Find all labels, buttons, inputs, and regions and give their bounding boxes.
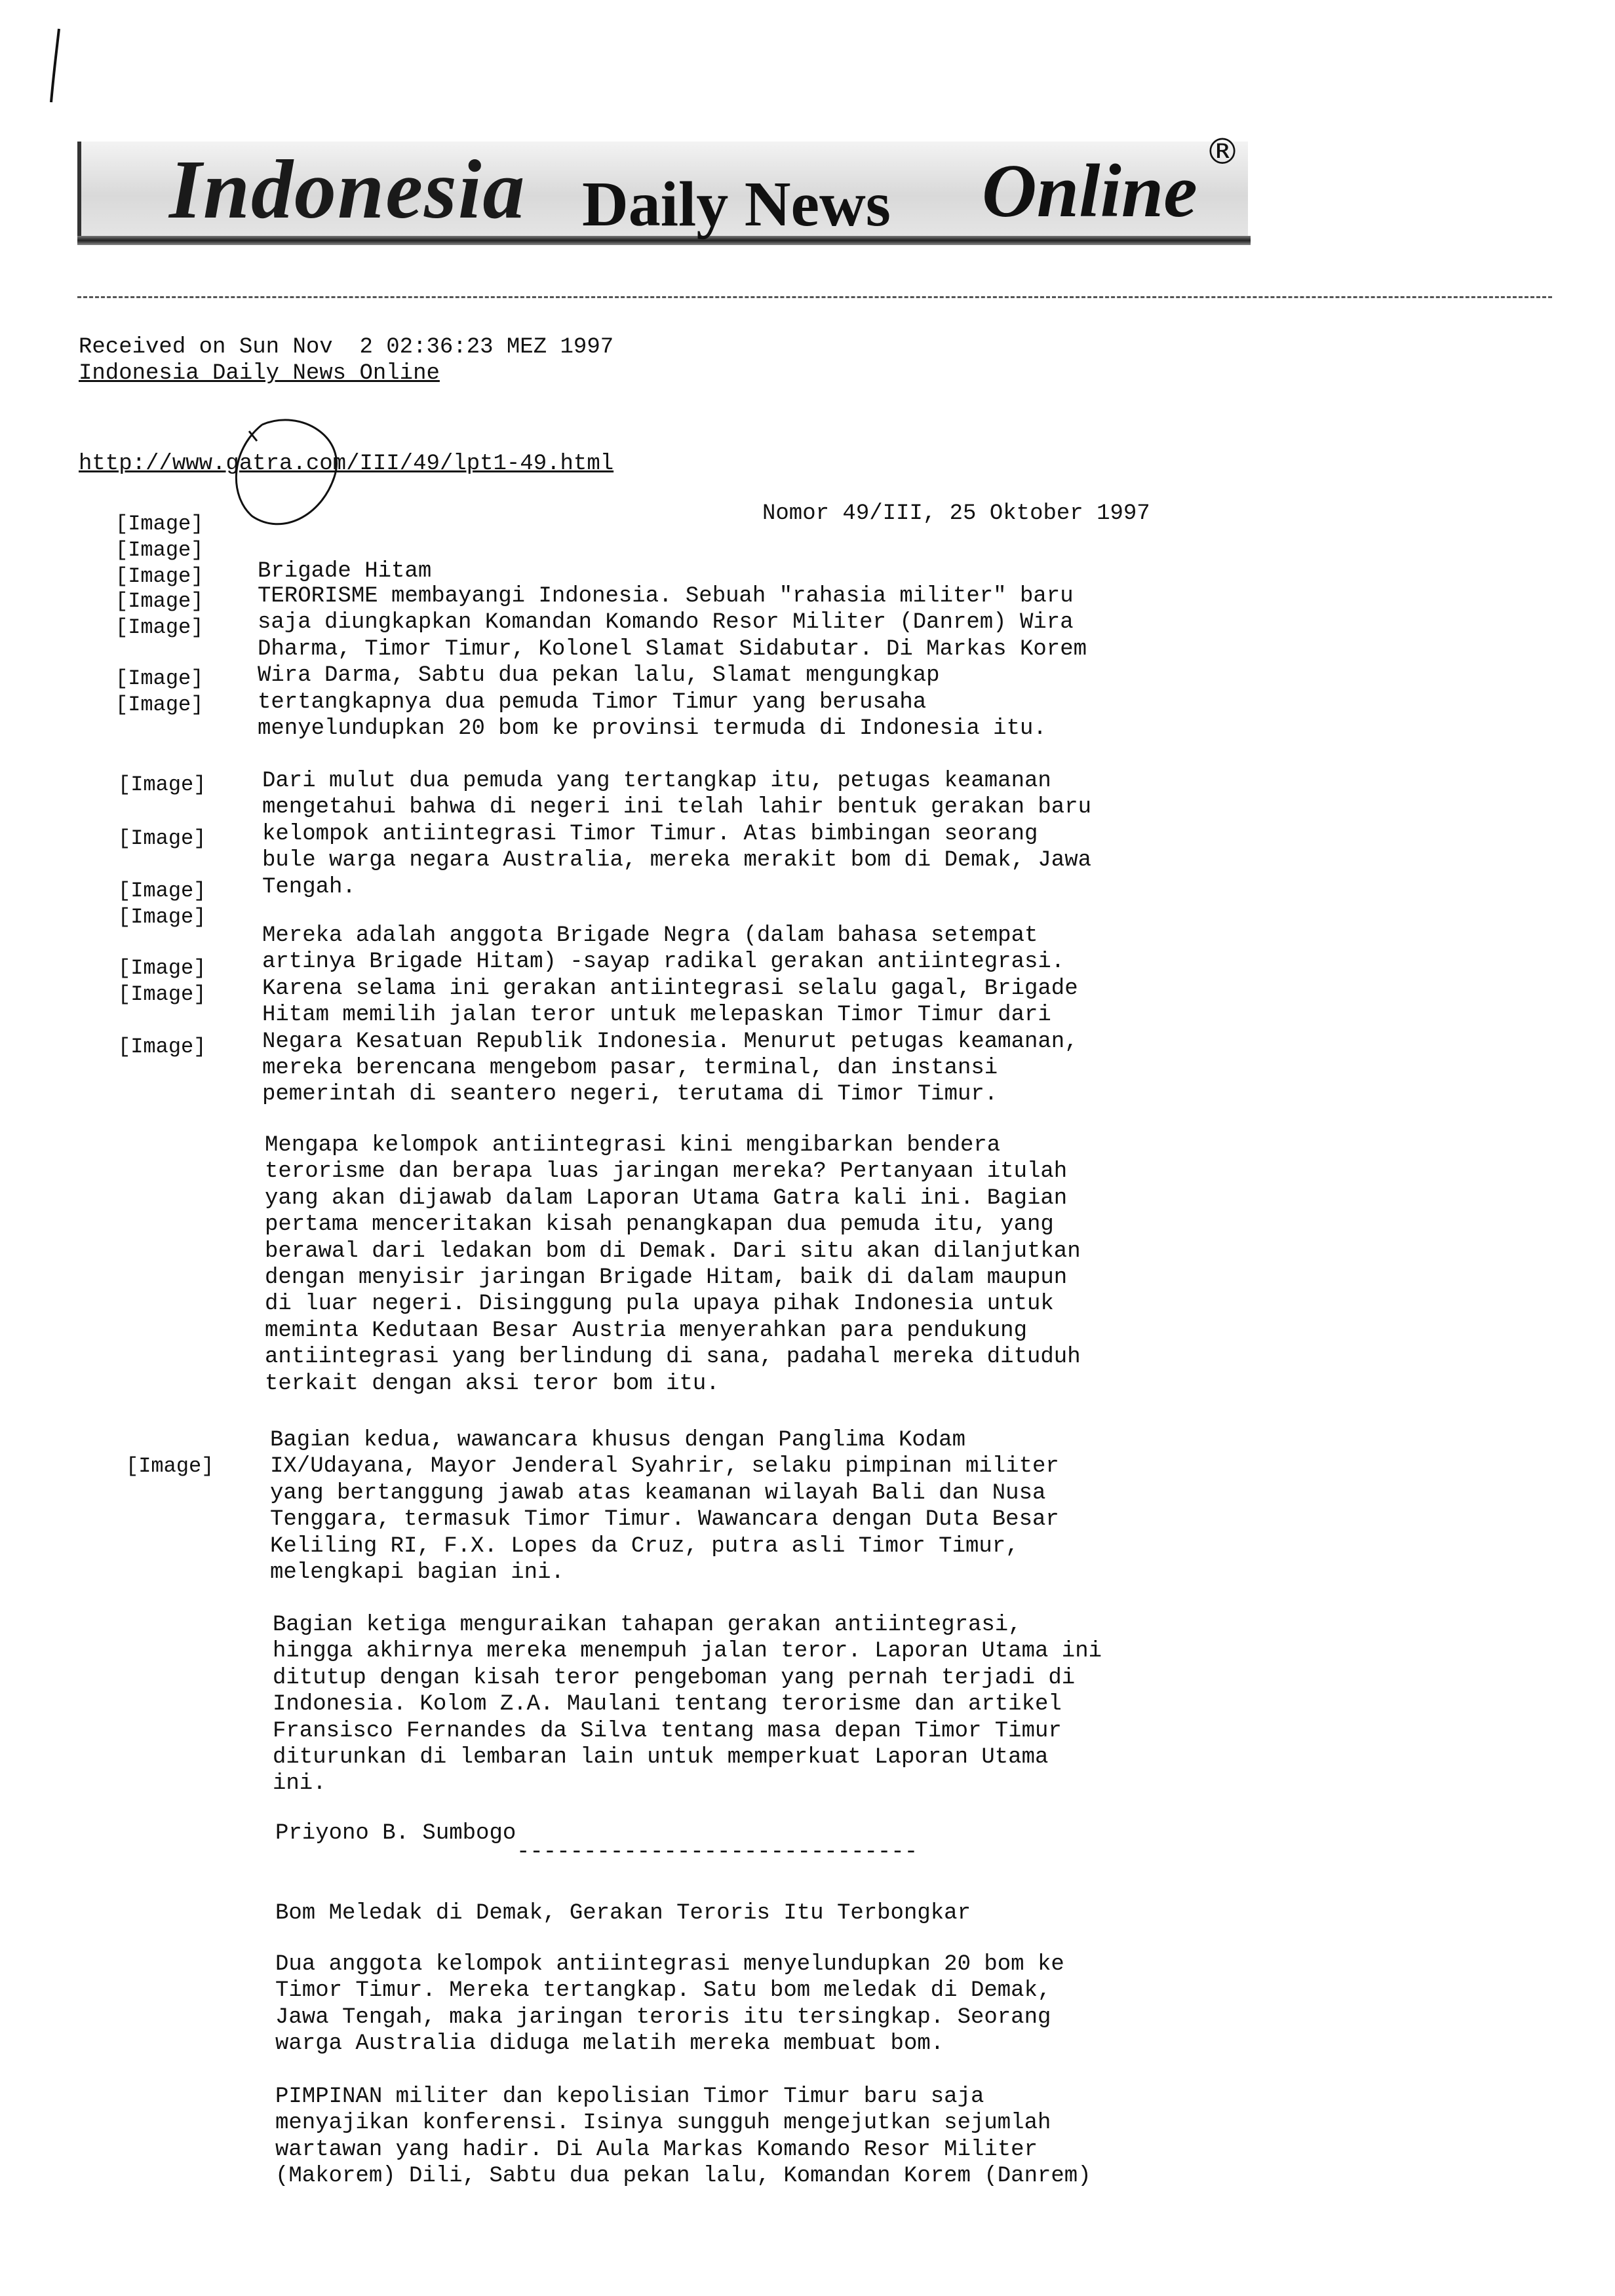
image-placeholder[interactable]: [Image] <box>115 589 204 613</box>
brand-bold-text: Daily News <box>582 169 891 240</box>
article-paragraph: TERORISME membayangi Indonesia. Sebuah "rahasia militer" baru saja diungkapkan Komandan Komando Resor Militer (Danrem) Wira Dharma, Timor Timur, Kolonel Slamat Sidabutar. Di Markas Korem Wira Darma, Sabtu dua pekan lalu, Slamat mengungkap tertangkapnya dua pemuda Timor Timur yang berusaha menyelundupkan 20 bom ke provinsi termuda di Indonesia itu. <box>258 584 1087 742</box>
image-placeholder[interactable]: [Image] <box>126 1454 214 1478</box>
image-placeholder[interactable]: [Image] <box>115 693 204 717</box>
article-url[interactable]: http://www.gatra.com/III/49/lpt1-49.html <box>79 451 614 476</box>
handdrawn-circle <box>223 411 347 543</box>
brand-online-text: Online <box>982 149 1197 233</box>
handwritten-mark <box>45 26 64 105</box>
image-placeholder[interactable]: [Image] <box>118 826 206 851</box>
article-separator: ------------------------------ <box>516 1840 918 1865</box>
article-paragraph: Bagian ketiga menguraikan tahapan gerakan antiintegrasi, hingga akhirnya mereka menempuh jalan teror. Laporan Utama ini ditutup dengan kisah teror pengeboman yang pernah terjadi di Indonesia. Kolom Z.A. Maulani tentang terorisme dan artikel Fransisco Fernandes da Silva tentang masa depan Timor Timur diturunkan di lembaran lain untuk memperkuat Laporan Utama ini. <box>273 1613 1102 1797</box>
article2-lead: Dua anggota kelompok antiintegrasi menyelundupkan 20 bom ke Timor Timur. Mereka tertangkap. Satu bom meledak di Demak, Jawa Tengah, maka jaringan teroris itu tersingkap. Seorang warga Australia diduga melatih mereka membuat bom. <box>275 1952 1064 2057</box>
article-paragraph: Mengapa kelompok antiintegrasi kini mengibarkan bendera terorisme dan berapa luas jaringan mereka? Pertanyaan itulah yang akan dijawab dalam Laporan Utama Gatra kali ini. Bagian pertama menceritakan kisah penangkapan dua pemuda itu, yang berawal dari ledakan bom di Demak. Dari situ akan dilanjutkan dengan menyisir jaringan Brigade Hitam, baik di dalam maupun di luar negeri. Disinggung pula upaya pihak Indonesia untuk meminta Kedutaan Besar Austria menyerahkan para pendukung antiintegrasi yang berlindung di sana, padahal mereka dituduh terkait dengan aksi teror bom itu. <box>265 1133 1081 1396</box>
image-placeholder[interactable]: [Image] <box>115 615 204 640</box>
article-paragraph: Bagian kedua, wawancara khusus dengan Panglima Kodam IX/Udayana, Mayor Jenderal Syahrir, selaku pimpinan militer yang bertanggung jawab atas keamanan wilayah Bali dan Nusa Tenggara, termasuk Timor Timur. Wawancara dengan Duta Besar Keliling RI, F.X. Lopes da Cruz, putra asli Timor Timur, melengkapi bagian ini. <box>270 1428 1059 1586</box>
brand-script-text: Indonesia <box>169 143 526 236</box>
article2-title: Bom Meledak di Demak, Gerakan Teroris Itu Terbongkar <box>275 1901 971 1926</box>
source-link[interactable]: Indonesia Daily News Online <box>79 361 440 386</box>
header-divider <box>77 296 1552 298</box>
image-placeholder[interactable]: [Image] <box>118 879 206 903</box>
image-placeholder[interactable]: [Image] <box>118 905 206 929</box>
article-author: Priyono B. Sumbogo <box>275 1821 516 1846</box>
masthead-banner <box>77 122 1251 259</box>
article-title: Brigade Hitam <box>258 559 432 584</box>
registered-mark: ® <box>1205 131 1240 172</box>
received-line: Received on Sun Nov 2 02:36:23 MEZ 1997 <box>79 335 614 360</box>
image-placeholder[interactable]: [Image] <box>115 512 204 536</box>
article-paragraph: Mereka adalah anggota Brigade Negra (dalam bahasa setempat artinya Brigade Hitam) -sayap radikal gerakan antiintegrasi. Karena selama ini gerakan antiintegrasi selalu gagal, Brigade Hitam memilih jalan teror untuk melepaskan Timor Timur dari Negara Kesatuan Republik Indonesia. Menurut petugas keamanan, mereka berencana mengebom pasar, terminal, dan instansi pemerintah di seantero negeri, terutama di Timor Timur. <box>262 923 1078 1107</box>
image-placeholder[interactable]: [Image] <box>115 666 204 691</box>
image-placeholder[interactable]: [Image] <box>118 1035 206 1059</box>
image-placeholder[interactable]: [Image] <box>115 538 204 562</box>
image-placeholder[interactable]: [Image] <box>118 982 206 1006</box>
image-placeholder[interactable]: [Image] <box>115 564 204 588</box>
image-placeholder[interactable]: [Image] <box>118 956 206 980</box>
issue-number: Nomor 49/III, 25 Oktober 1997 <box>762 501 1150 526</box>
article2-paragraph: PIMPINAN militer dan kepolisian Timor Timur baru saja menyajikan konferensi. Isinya sungguh mengejutkan sejumlah wartawan yang hadir. Di Aula Markas Komando Resor Militer (Makorem) Dili, Sabtu dua pekan lalu, Komandan Korem (Danrem) <box>275 2084 1091 2189</box>
article-paragraph: Dari mulut dua pemuda yang tertangkap itu, petugas keamanan mengetahui bahwa di negeri ini telah lahir bentuk gerakan baru kelompok antiintegrasi Timor Timur. Atas bimbingan seorang bule warga negara Australia, mereka merakit bom di Demak, Jawa Tengah. <box>262 769 1092 900</box>
image-placeholder[interactable]: [Image] <box>118 773 206 797</box>
